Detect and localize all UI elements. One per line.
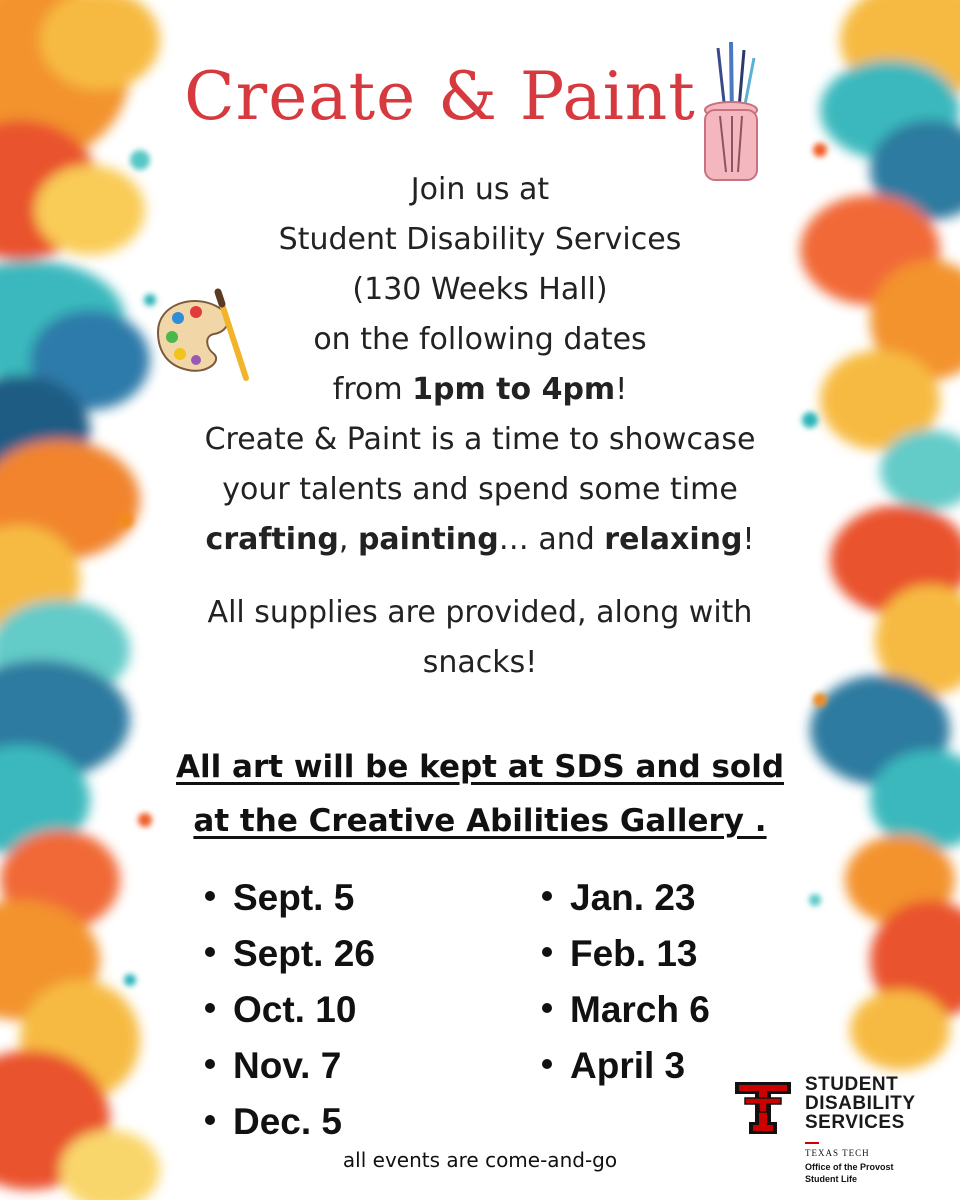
footer-note: all events are come-and-go (342, 1148, 618, 1172)
dates-list-right (542, 870, 710, 1094)
supplies-line: snacks! (422, 645, 538, 680)
intro-time-line: from 1pm to 4pm! (332, 372, 628, 407)
intro-line: (130 Weeks Hall) (352, 272, 608, 307)
date-item: April 3 (542, 1038, 710, 1094)
bullet-icon (205, 1003, 215, 1013)
logo-divider (805, 1142, 819, 1144)
palette-icon (148, 282, 258, 382)
university-name: TEXAS TECH (805, 1148, 870, 1158)
intro-line: Join us at (410, 172, 550, 207)
date-item: Nov. 7 (205, 1038, 375, 1094)
bullet-icon (205, 1059, 215, 1069)
art-note-line: at the Creative Abilities Gallery . (193, 803, 767, 839)
bullet-icon (542, 1059, 552, 1069)
date-item: Sept. 5 (205, 870, 375, 926)
supplies-line: All supplies are provided, along with (207, 595, 753, 630)
date-item: Sept. 26 (205, 926, 375, 982)
bullet-icon (542, 947, 552, 957)
bullet-icon (205, 947, 215, 957)
intro-activities-line: crafting, painting… and relaxing! (205, 522, 755, 557)
office-name: Office of the Provost Student Life (805, 1162, 894, 1184)
date-item: Feb. 13 (542, 926, 710, 982)
date-item: Oct. 10 (205, 982, 375, 1038)
art-note-line: All art will be kept at SDS and sold (175, 749, 785, 785)
date-item: Jan. 23 (542, 870, 710, 926)
double-t-logo-icon (733, 1078, 793, 1138)
bullet-icon (542, 891, 552, 901)
dates-list-left (205, 870, 375, 1150)
intro-line: Create & Paint is a time to showcase (204, 422, 756, 457)
intro-line: your talents and spend some time (222, 472, 738, 507)
intro-line: Student Disability Services (278, 222, 682, 257)
bullet-icon (205, 1115, 215, 1125)
bullet-icon (205, 891, 215, 901)
bullet-icon (542, 1003, 552, 1013)
intro-line: on the following dates (313, 322, 647, 357)
page-title: Create & Paint (184, 58, 696, 135)
date-item: March 6 (542, 982, 710, 1038)
date-item: Dec. 5 (205, 1094, 375, 1150)
department-name: STUDENT DISABILITY SERVICES (805, 1074, 916, 1133)
